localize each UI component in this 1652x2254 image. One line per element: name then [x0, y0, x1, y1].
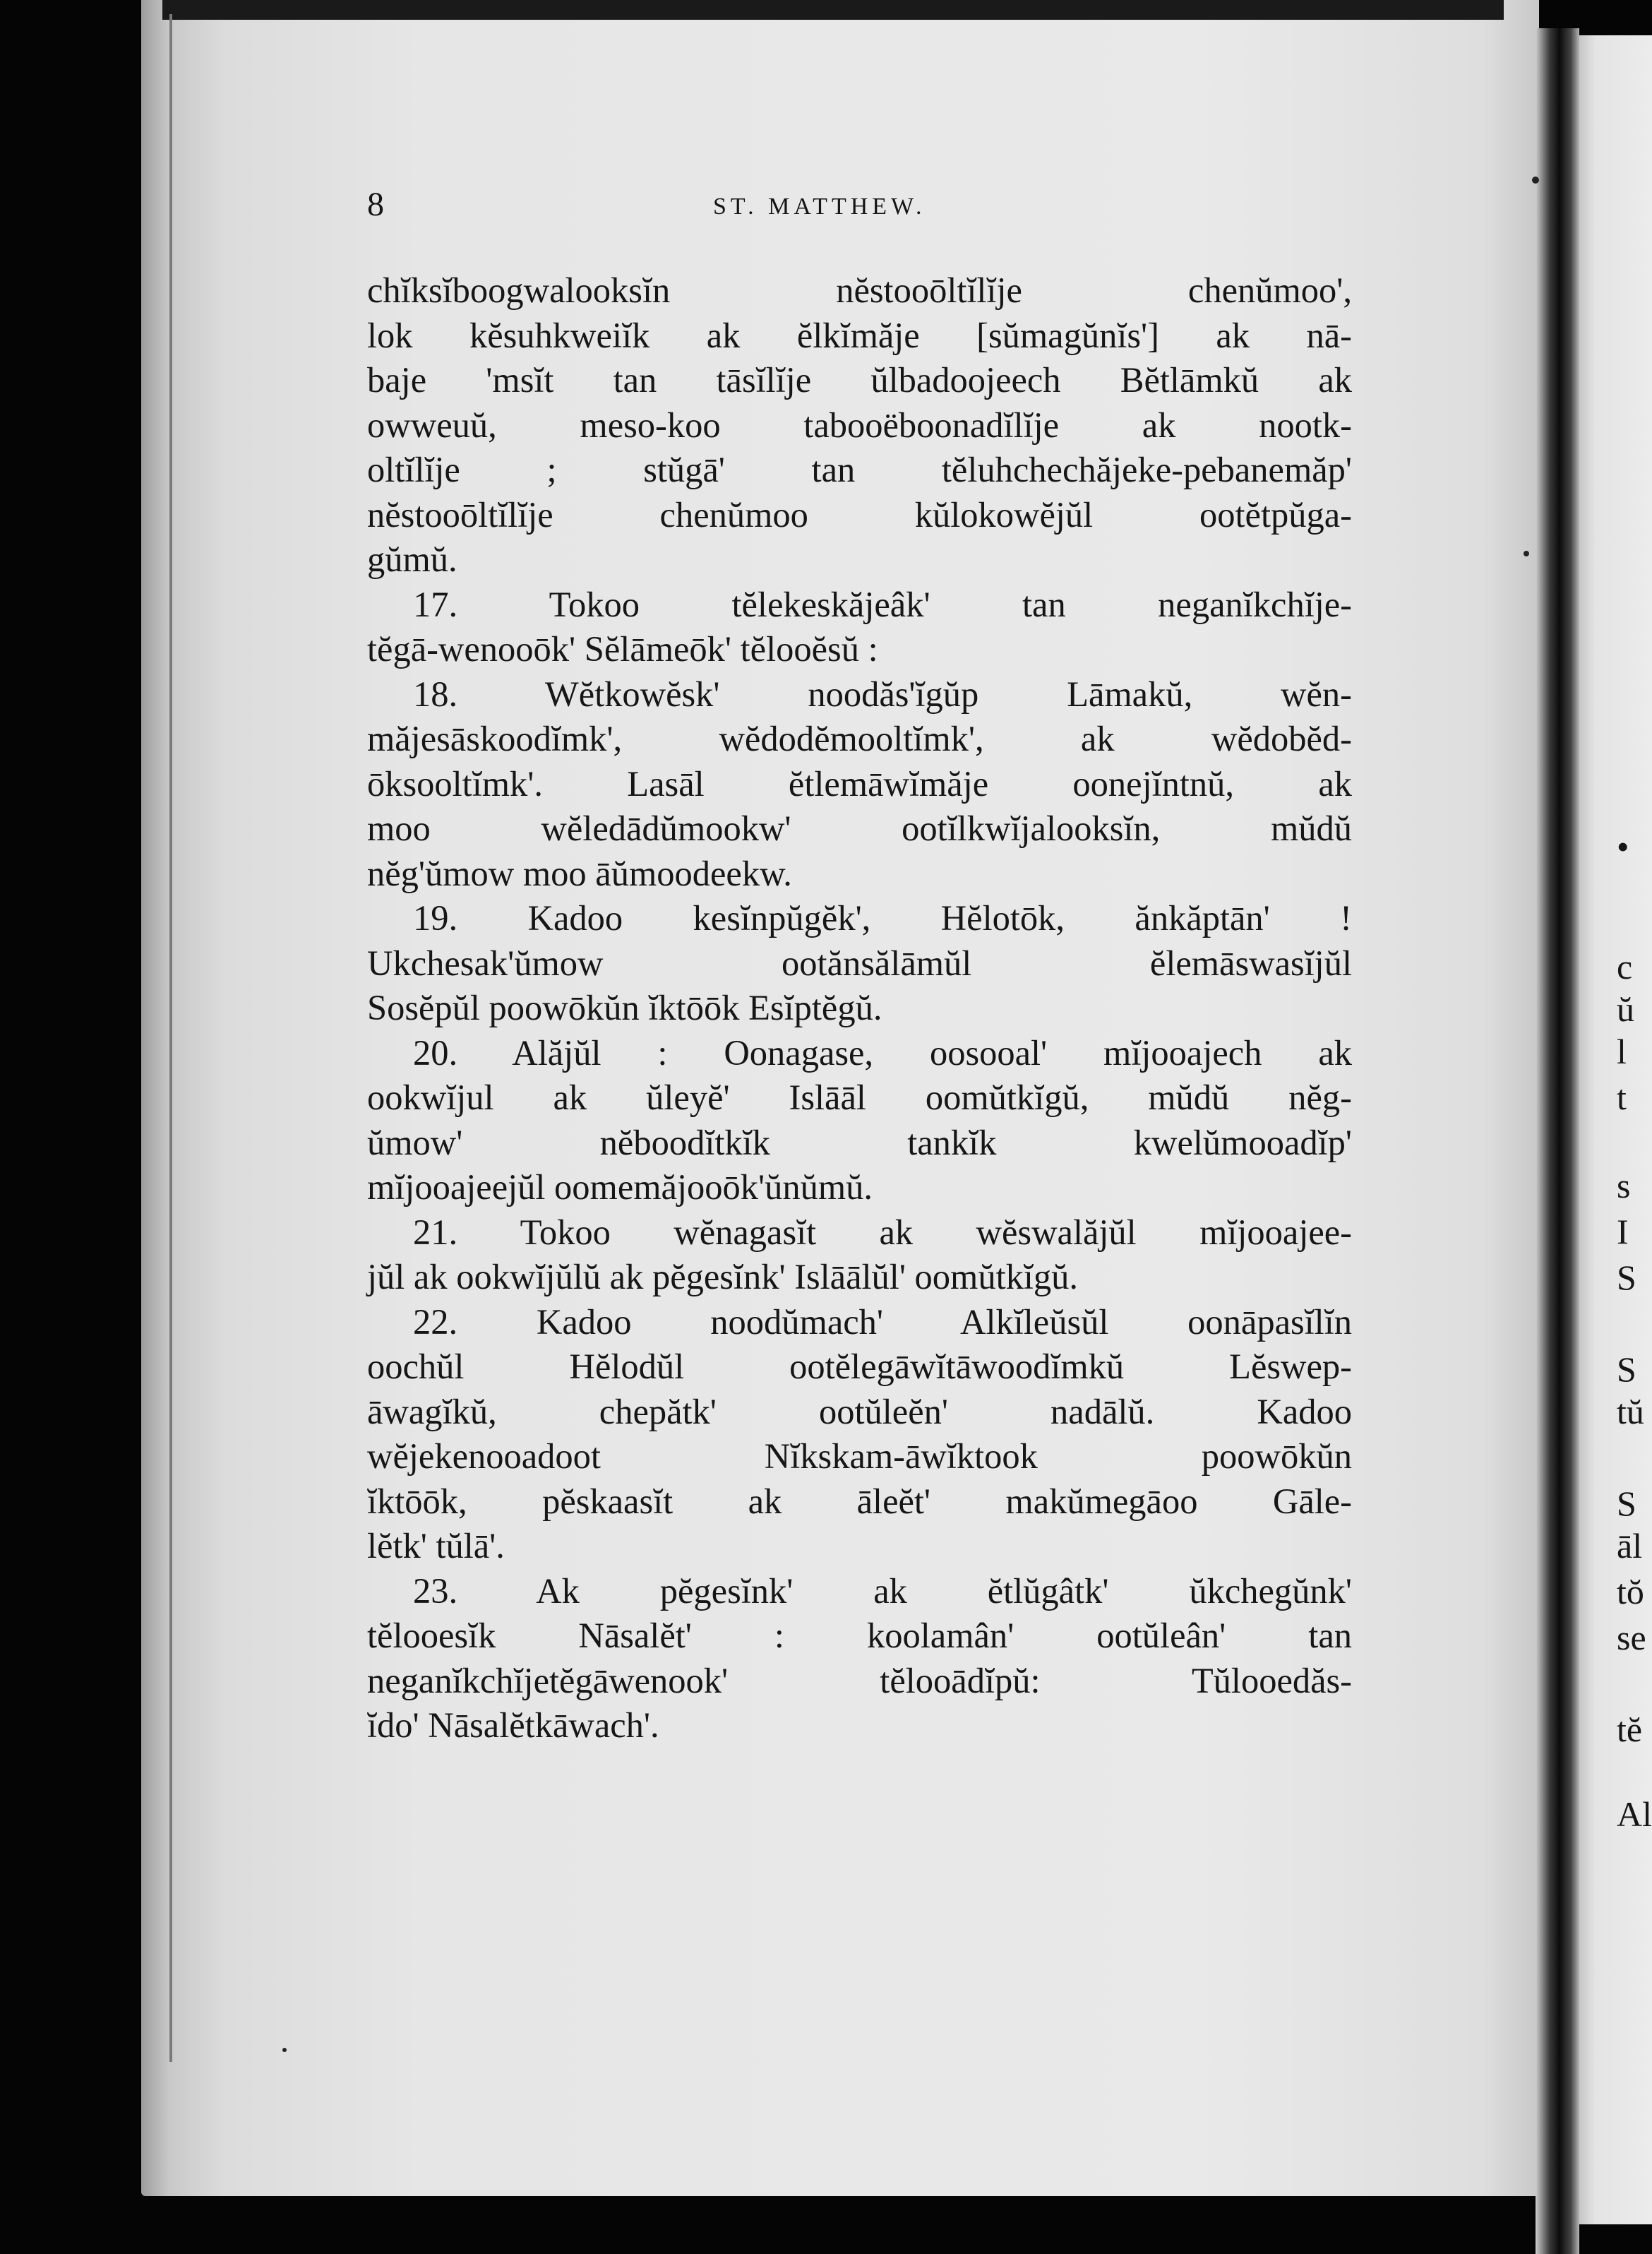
text-line: gŭmŭ.: [367, 539, 457, 579]
verse-start-17: 17. Tokoo tĕlekeskăjeâk' tan neganĭkchĭje-: [413, 584, 1352, 624]
text-line: oochŭl Hĕlodŭl ootĕlegāwĭtāwoodĭmkŭ Lĕswep-: [367, 1347, 1352, 1386]
page-top-edge: [162, 0, 1504, 20]
facing-page-fragment: I: [1617, 1212, 1629, 1251]
facing-page-fragment: •: [1617, 827, 1629, 866]
text-line: owweuŭ, meso-koo tabooëboonadĭlĭje ak nootk-: [367, 405, 1352, 445]
verse-start-20: 20. Alăjŭl : Oonagase, oosooal' mĭjooajech ak: [413, 1032, 1352, 1073]
body-text: [367, 268, 1352, 1748]
facing-page-fragment: Al: [1617, 1794, 1652, 1834]
facing-page-fragment: s: [1617, 1166, 1631, 1205]
text-line: āwagĭkŭ, chepătk' ootŭleĕn' nadālŭ. Kadoo: [367, 1391, 1352, 1431]
facing-page-fragment: ŭ: [1617, 989, 1634, 1029]
facing-page-fragment: S: [1617, 1349, 1636, 1389]
page-number: 8: [367, 186, 384, 223]
text-line: wĕjekenooadoot Nĭkskam-āwĭktook poowōkŭn: [367, 1436, 1352, 1476]
running-head: ST. MATTHEW.: [713, 193, 926, 220]
text-line: măjesāskoodĭmk', wĕdodĕmooltĭmk', ak wĕdobĕd-: [367, 719, 1352, 758]
text-line: oltĭlĭje ; stŭgā' tan tĕluhchechăjeke-pebanemăp': [367, 450, 1352, 489]
text-line: Ukchesak'ŭmow ootănsălāmŭl ĕlemāswasĭjŭl: [367, 943, 1352, 983]
verse-start-18: 18. Wĕtkowĕsk' noodăs'ĭgŭp Lāmakŭ, wĕn-: [413, 674, 1352, 714]
book-gutter: [1536, 28, 1579, 2254]
scan-speck: [282, 2048, 287, 2052]
text-line: ōksooltĭmk'. Lasāl ĕtlemāwĭmăje oonejĭntnŭ, ak: [367, 763, 1352, 804]
page-header: [367, 185, 1355, 227]
facing-page-fragment: tĕ: [1617, 1710, 1643, 1749]
facing-page-fragment: l: [1617, 1032, 1627, 1071]
text-line: ŭmow' nĕboodĭtkĭk tankĭk kwelŭmooadĭp': [367, 1122, 1352, 1162]
text-line: mĭjooajeejŭl oomemăjooōk'ŭnŭmŭ.: [367, 1167, 873, 1207]
text-line: Sosĕpŭl poowōkŭn ĭktōōk Esĭptĕgŭ.: [367, 988, 882, 1027]
scan-speck: [1524, 551, 1529, 556]
text-line: ookwĭjul ak ŭleyĕ' Islāāl oomŭtkĭgŭ, mŭdŭ nĕg-: [367, 1078, 1352, 1117]
verse-start-23: 23. Ak pĕgesĭnk' ak ĕtlŭgâtk' ŭkchegŭnk': [413, 1570, 1352, 1611]
text-line: nĕg'ŭmow moo āŭmoodeekw.: [367, 853, 792, 893]
facing-page-fragment: tŭ: [1617, 1392, 1644, 1431]
text-line: ĭdo' Nāsalĕtkāwach'.: [367, 1705, 659, 1745]
facing-page-fragment: se: [1617, 1618, 1646, 1657]
facing-page-fragment: t: [1617, 1078, 1627, 1117]
verse-start-21: 21. Tokoo wĕnagasĭt ak wĕswalăjŭl mĭjooajee-: [413, 1212, 1352, 1252]
text-line: neganĭkchĭjetĕgāwenook' tĕlooādĭpŭ: Tŭlooedăs-: [367, 1660, 1352, 1700]
verse-start-19: 19. Kadoo kesĭnpŭgĕk', Hĕlotōk, ănkăptān' !: [413, 898, 1352, 938]
facing-page-fragment: c: [1617, 947, 1633, 986]
text-line: lĕtk' tŭlā'.: [367, 1526, 505, 1566]
facing-page-fragment: S: [1617, 1484, 1636, 1523]
text-line: tĕgā-wenooōk' Sĕlāmeōk' tĕlooĕsŭ :: [367, 629, 878, 669]
text-line: tĕlooesĭk Nāsalĕt' : koolamân' ootŭleân' tan: [367, 1616, 1352, 1655]
text-line: lok kĕsuhkweiĭk ak ĕlkĭmăje [sŭmagŭnĭs'] ak nā-: [367, 315, 1352, 355]
text-line: moo wĕledādŭmookw' ootĭlkwĭjalooksĭn, mŭdŭ: [367, 809, 1352, 848]
text-line: ĭktōōk, pĕskaasĭt ak āleĕt' makŭmegāoo Gāle-: [367, 1481, 1352, 1521]
facing-page-fragment: āl: [1617, 1526, 1643, 1566]
facing-page-fragment: S: [1617, 1258, 1636, 1297]
text-line: chĭksĭboogwalooksĭn nĕstooōltĭlĭje chenŭmoo',: [367, 270, 1352, 310]
text-line: jŭl ak ookwĭjŭlŭ ak pĕgesĭnk' Islāālŭl' oomŭtkĭgŭ.: [367, 1257, 1079, 1296]
text-line: baje 'msĭt tan tāsĭlĭje ŭlbadoojeech Bĕtlāmkŭ ak: [367, 360, 1352, 400]
facing-page: [1574, 35, 1652, 2224]
scan-speck: [1532, 177, 1539, 184]
facing-page-fragment: tŏ: [1617, 1572, 1644, 1611]
verse-start-22: 22. Kadoo noodŭmach' Alkĭleŭsŭl oonāpasĭlĭn: [413, 1301, 1352, 1342]
text-line: nĕstooōltĭlĭje chenŭmoo kŭlokowĕjŭl ootĕtpŭga-: [367, 494, 1352, 535]
page-left-shadow: [169, 14, 172, 2062]
